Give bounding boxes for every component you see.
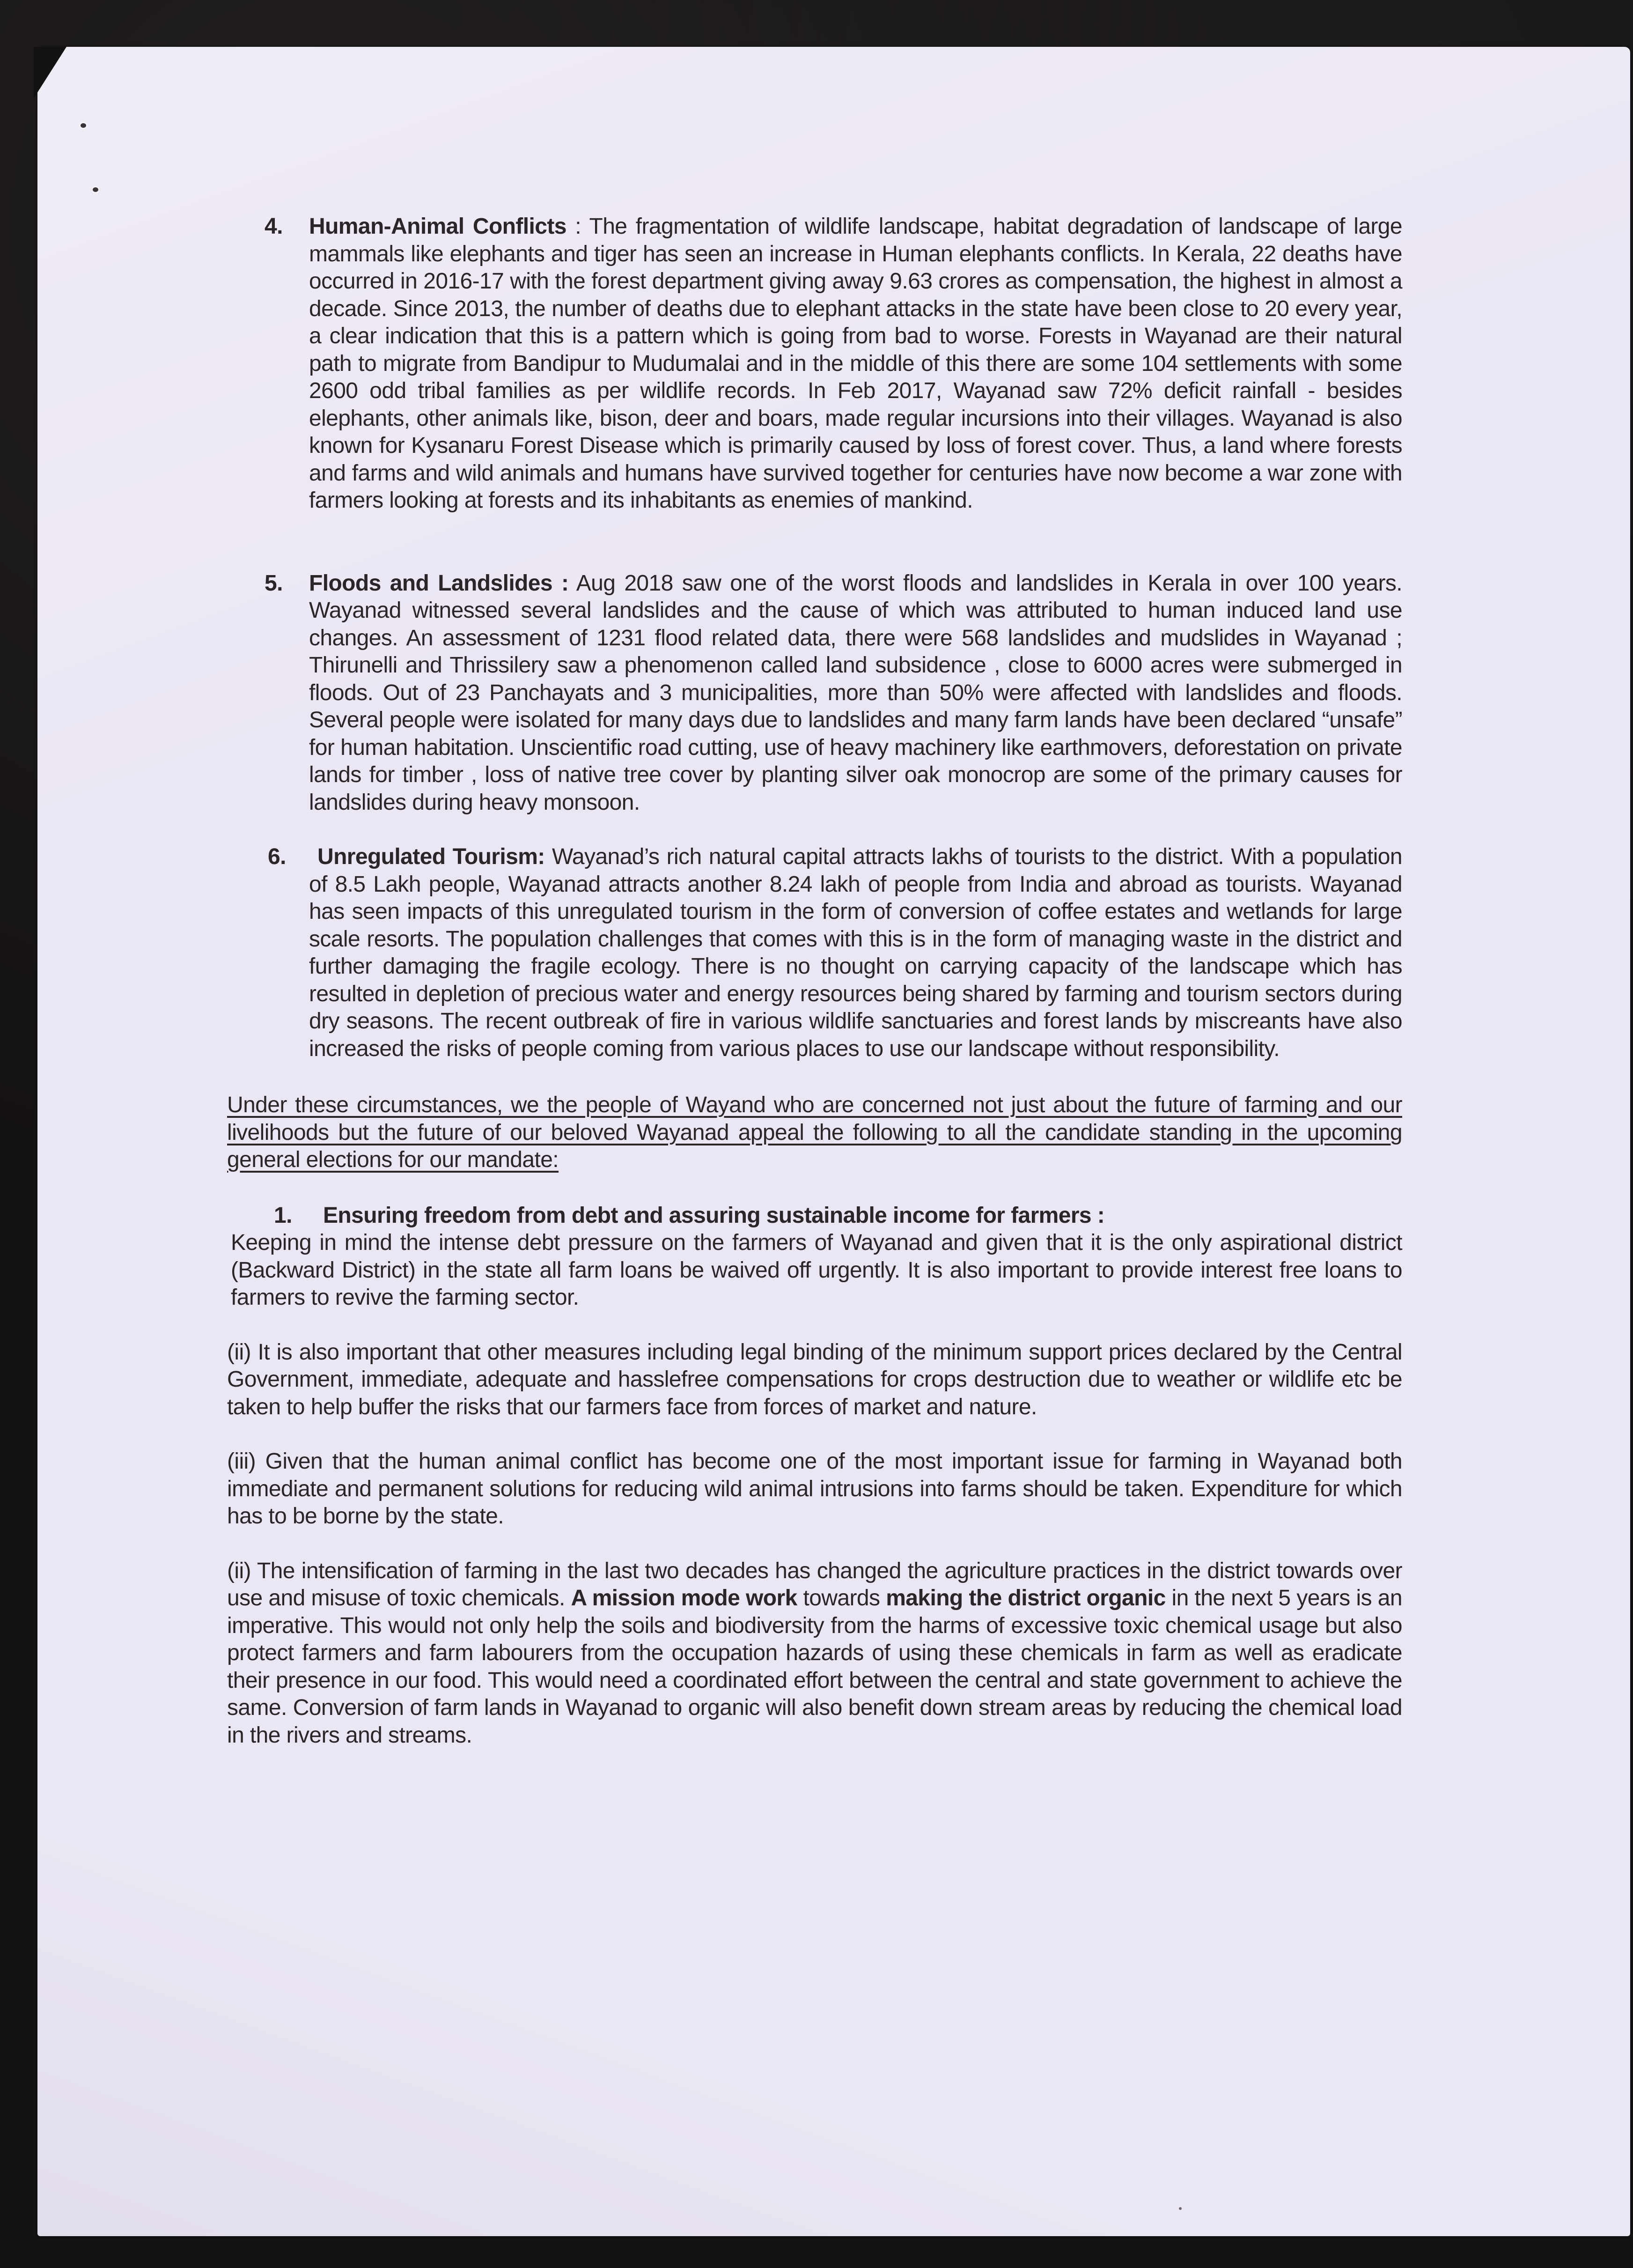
stray-mark (1179, 2207, 1182, 2210)
document-body (227, 213, 1402, 1776)
mandate-paragraph-msp: (ii) It is also important that other measures including legal binding of the minimum support prices declared by the Central Government, immediate, adequate and hasslefree compensations for crops destruction due to weather or wildlife etc be taken to help buffer the risks that our farmers face from forces of market and nature. (227, 1339, 1402, 1419)
mandate-paragraph-wildlife-intrusion: (iii) Given that the human animal conflict has become one of the most important issue for farming in Wayanad both immediate and permanent solutions for reducing wild animal intrusions into farms should be taken. Expenditure for which has to be borne by the state. (227, 1449, 1402, 1529)
section-separator: : (566, 214, 589, 239)
section-separator (568, 571, 576, 596)
section-title: Floods and Landslides : (309, 570, 569, 596)
mandate-number: 1. (274, 1203, 292, 1228)
section-number: 6. (268, 844, 286, 869)
emphasis-text: making the district organic (886, 1586, 1166, 1611)
paragraph-text: towards (797, 1586, 886, 1611)
section-title: Human-Animal Conflicts (309, 214, 566, 239)
mandate-heading (227, 1202, 1402, 1230)
section-floods-landslides (227, 570, 1402, 817)
paragraph-text: (ii) The intensification of farming in the last two decades has changed the agriculture practices in the district towards over use and misuse of toxic chemicals. (227, 1558, 1402, 1611)
section-body: The fragmentation of wildlife landscape, habitat degradation of landscape of large mammals like elephants and tiger has seen an increase in Human elephants conflicts. In Kerala, 22 deaths have occurred in 2016-17 with the forest department giving away 9.63 crores as compensation, the highest in almost a decade. Since 2013, the number of deaths due to elephant attacks in the state have been close to 20 every year, a clear indication that this is a pattern which is going from bad to worse. Forests in Wayanad are their natural path to migrate from Bandipur to Mudumalai and in the middle of this there are some 104 settlements with some 2600 odd tribal families as per wildlife records. In Feb 2017, Wayanad saw 72% deficit rainfall - besides elephants, other animals like, bison, deer and boars, made regular incursions into their villages. Wayanad is also known for Kysanaru Forest Disease which is primarily caused by loss of forest cover. Thus, a land where forests and farms and wild animals and humans have survived together for centuries have now become a war zone with farmers looking at forests and its inhabitants as enemies of mankind. (309, 214, 1402, 513)
section-body: Wayanad’s rich natural capital attracts lakhs of tourists to the district. With a population of 8.5 Lakh people, Wayanad attracts another 8.24 lakh of people from India and abroad as tourists. Wayanad has seen impacts of this unregulated tourism in the form of conversion of coffee estates and wetlands for large scale resorts. The population challenges that comes with this is in the form of managing waste in the district and further damaging the fragile ecology. There is no thought on carrying capacity of the landscape which has resulted in depletion of precious water and energy resources being shared by farming and tourism sectors during dry seasons. The recent outbreak of fire in various wildlife sanctuaries and forest lands by miscreants have also increased the risks of people coming from various places to use our landscape without responsibility. (309, 844, 1402, 1061)
section-number: 4. (265, 214, 283, 239)
section-separator (545, 844, 552, 869)
punch-hole-mark (81, 123, 86, 128)
emphasis-text: A mission mode work (571, 1586, 797, 1611)
section-body: Aug 2018 saw one of the worst floods and landslides in Kerala in over 100 years. Wayanad witnessed several landslides and the cause of which was attributed to human induced land use changes. An assessment of 1231 flood related data, there were 568 landslides and mudslides in Wayanad ; Thirunelli and Thrissilery saw a phenomenon called land subsidence , close to 6000 acres were submerged in floods. Out of 23 Panchayats and 3 municipalities, more than 50% were affected with landslides and floods. Several people were isolated for many days due to landslides and many farm lands have been declared “unsafe” for human habitation. Unscientific road cutting, use of heavy machinery like earthmovers, deforestation on private lands for timber , loss of native tree cover by planting silver oak monocrop are some of the primary causes for landslides during heavy monsoon. (309, 570, 1402, 815)
section-title: Unregulated Tourism: (317, 844, 545, 869)
mandate-title: Ensuring freedom from debt and assuring sustainable income for farmers : (323, 1203, 1105, 1228)
appeal-statement: Under these circumstances, we the people of Wayand who are concerned not just about the future of farming and our livelihoods but the future of our beloved Wayanad appeal the following to all the candidate standing in the upcoming general elections for our mandate: (227, 1093, 1402, 1172)
section-number: 5. (265, 570, 283, 596)
punch-hole-mark (93, 187, 98, 192)
mandate-paragraph-loan-waiver: Keeping in mind the intense debt pressure on the farmers of Wayanad and given that it is the only aspirational district (Backward District) in the state all farm loans be waived off urgently. It is also important to provide interest free loans to farmers to revive the farming sector. (231, 1230, 1402, 1310)
section-human-animal-conflicts (227, 213, 1402, 515)
mandate-paragraph-organic-farming (227, 1558, 1402, 1750)
paragraph-text: in the next 5 years is an imperative. This would not only help the soils and biodiversity from the harms of excessive toxic chemical usage but also protect farmers and farm labourers from the occupation hazards of using these chemicals in farm as well as eradicate their presence in our food. This would need a coordinated effort between the central and state government to achieve the same. Conversion of farm lands in Wayanad to organic will also benefit down stream areas by reducing the chemical load in the rivers and streams. (227, 1586, 1402, 1748)
section-unregulated-tourism (227, 843, 1402, 1063)
